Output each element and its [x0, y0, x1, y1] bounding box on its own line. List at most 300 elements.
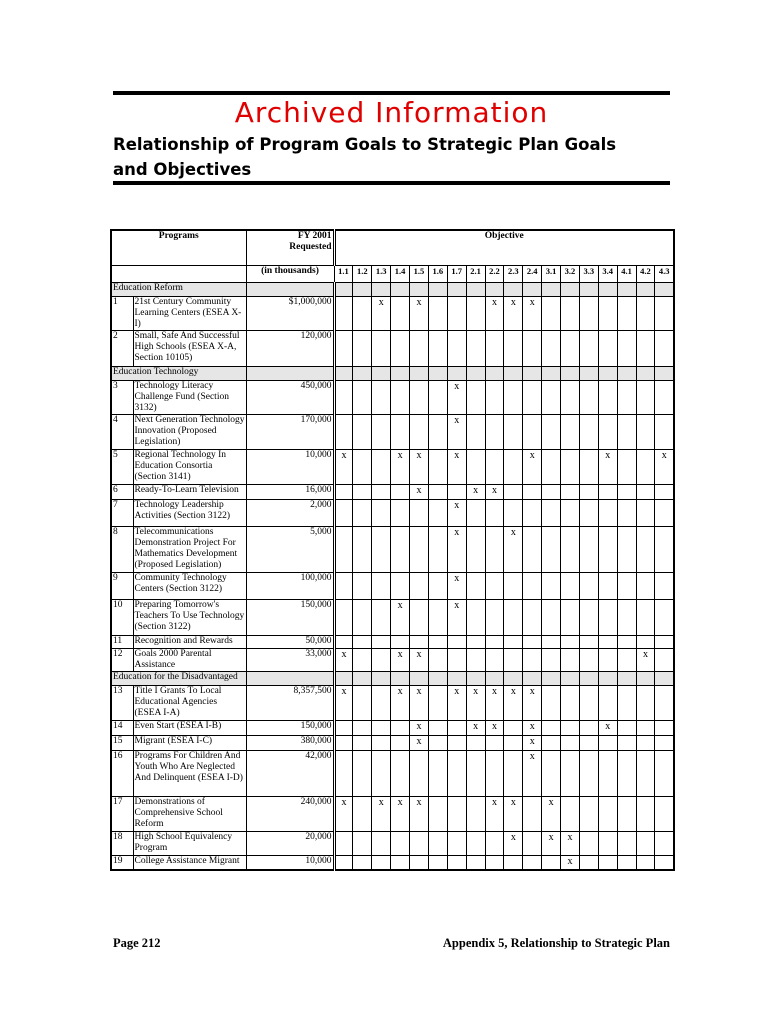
section-blank-cell [485, 367, 504, 381]
objective-cell [598, 573, 617, 600]
program-amount: 33,000 [246, 649, 334, 672]
section-blank-cell [598, 672, 617, 686]
objective-mark: x [466, 721, 485, 736]
program-amount: $1,000,000 [246, 297, 334, 331]
objective-cell [466, 527, 485, 573]
section-blank-cell [428, 283, 447, 297]
objective-cell [372, 527, 391, 573]
objective-cell [561, 450, 580, 485]
objective-cell [447, 636, 466, 649]
section-blank-cell [636, 367, 655, 381]
objective-mark: x [372, 297, 391, 331]
objective-cell [428, 500, 447, 527]
objective-mark: x [523, 751, 542, 797]
objective-mark: x [598, 721, 617, 736]
program-amount: 240,000 [246, 797, 334, 832]
objective-cell [636, 485, 655, 500]
objective-cell [410, 600, 429, 636]
objective-cell [485, 573, 504, 600]
row-number: 2 [111, 331, 133, 367]
objective-cell [561, 600, 580, 636]
objective-cell [542, 721, 561, 736]
objective-cell [372, 751, 391, 797]
objective-cell [372, 450, 391, 485]
objective-cell [485, 415, 504, 450]
objective-cell [485, 527, 504, 573]
section-blank-cell [334, 672, 353, 686]
objective-cell [428, 527, 447, 573]
objective-cell [504, 500, 523, 527]
section-blank-cell [466, 367, 485, 381]
objective-cell [353, 450, 372, 485]
top-rule [113, 91, 670, 95]
objective-cell [428, 797, 447, 832]
objective-mark: x [410, 485, 429, 500]
objective-mark: x [523, 721, 542, 736]
fy-header [246, 230, 334, 266]
objective-cell [485, 500, 504, 527]
objective-cell [428, 721, 447, 736]
objective-mark: x [485, 721, 504, 736]
objective-cell [617, 721, 636, 736]
objective-cell [410, 527, 429, 573]
objective-cell [372, 832, 391, 856]
objective-cell [655, 636, 674, 649]
objective-cell [428, 485, 447, 500]
objective-cell [579, 485, 598, 500]
objective-cell [561, 721, 580, 736]
program-name: Telecommunications Demonstration Project For Mathematics Development (Proposed Legislation) [133, 527, 246, 573]
objective-cell [617, 500, 636, 527]
objective-cell [391, 297, 410, 331]
objective-cell [655, 485, 674, 500]
table-row [111, 832, 674, 856]
objective-cell [617, 797, 636, 832]
objective-cell [485, 331, 504, 367]
objective-cell [617, 832, 636, 856]
objective-cell [579, 721, 598, 736]
section-blank-cell [372, 283, 391, 297]
objective-cell [372, 856, 391, 870]
objective-cell [579, 415, 598, 450]
objective-cell [523, 649, 542, 672]
objective-cell [636, 297, 655, 331]
objective-mark: x [542, 797, 561, 832]
section-blank-cell [542, 367, 561, 381]
objective-mark: x [447, 573, 466, 600]
objective-cell [579, 797, 598, 832]
objective-cell [655, 736, 674, 751]
objective-mark: x [372, 797, 391, 832]
objective-cell [334, 721, 353, 736]
section-blank-cell [579, 367, 598, 381]
objective-mark: x [410, 736, 429, 751]
objective-cell [504, 636, 523, 649]
program-amount: 16,000 [246, 485, 334, 500]
objective-cell [598, 331, 617, 367]
objective-cell [504, 381, 523, 415]
section-blank-cell [410, 283, 429, 297]
program-name: Title I Grants To Local Educational Agencies (ESEA I-A) [133, 686, 246, 721]
objective-cell [504, 736, 523, 751]
programs-header: Programs [111, 230, 246, 266]
section-blank-cell [561, 283, 580, 297]
table-row [111, 573, 674, 600]
objective-cell [372, 415, 391, 450]
objective-cell [598, 856, 617, 870]
objective-cell [598, 500, 617, 527]
table-row [111, 686, 674, 721]
program-amount: 42,000 [246, 751, 334, 797]
objective-mark: x [391, 797, 410, 832]
objective-mark: x [410, 297, 429, 331]
section-blank-cell [636, 283, 655, 297]
objective-cell [334, 736, 353, 751]
section-blank-cell [447, 672, 466, 686]
objective-cell [542, 686, 561, 721]
section-blank-cell [523, 672, 542, 686]
objective-cell [372, 485, 391, 500]
objective-mark: x [504, 686, 523, 721]
section-blank-cell [410, 367, 429, 381]
objective-cell [655, 649, 674, 672]
objective-cell [579, 636, 598, 649]
objective-cell [542, 381, 561, 415]
objective-cell [523, 573, 542, 600]
objective-cell [579, 500, 598, 527]
section-blank-cell [372, 367, 391, 381]
objective-cell [428, 573, 447, 600]
objective-cell [447, 331, 466, 367]
objective-cell [391, 832, 410, 856]
objective-cell [655, 721, 674, 736]
objective-code: 2.3 [504, 266, 523, 283]
objective-cell [579, 686, 598, 721]
objective-cell [523, 797, 542, 832]
section-blank-cell [617, 672, 636, 686]
objective-cell [466, 649, 485, 672]
objective-cell [504, 485, 523, 500]
objective-code: 3.3 [579, 266, 598, 283]
objective-cell [617, 649, 636, 672]
section-blank-cell [598, 367, 617, 381]
objective-cell [579, 649, 598, 672]
row-number: 6 [111, 485, 133, 500]
objective-cell [579, 832, 598, 856]
objective-cell [372, 686, 391, 721]
program-name: Demonstrations of Comprehensive School Reform [133, 797, 246, 832]
objective-mark: x [391, 686, 410, 721]
objective-cell [353, 736, 372, 751]
objective-cell [598, 636, 617, 649]
objective-cell [391, 721, 410, 736]
objective-cell [579, 450, 598, 485]
program-name: College Assistance Migrant [133, 856, 246, 870]
objective-cell [636, 381, 655, 415]
table-row [111, 450, 674, 485]
row-number: 18 [111, 832, 133, 856]
objective-mark: x [504, 797, 523, 832]
objective-cell [617, 636, 636, 649]
objective-cell [655, 751, 674, 797]
objective-cell [391, 381, 410, 415]
table-row [111, 500, 674, 527]
objective-cell [353, 636, 372, 649]
row-number: 11 [111, 636, 133, 649]
objective-cell [334, 751, 353, 797]
objective-cell [617, 485, 636, 500]
objective-cell [410, 751, 429, 797]
section-blank-cell [542, 283, 561, 297]
objective-mark: x [447, 381, 466, 415]
section-blank-cell [246, 672, 334, 686]
objective-code: 3.1 [542, 266, 561, 283]
objective-cell [598, 600, 617, 636]
section-blank-cell [391, 367, 410, 381]
objective-cell [504, 573, 523, 600]
objective-cell [428, 649, 447, 672]
objective-cell [485, 856, 504, 870]
objective-cell [428, 686, 447, 721]
objective-cell [353, 573, 372, 600]
objective-cell [542, 297, 561, 331]
objective-cell [617, 600, 636, 636]
program-name: Ready-To-Learn Television [133, 485, 246, 500]
objective-cell [636, 636, 655, 649]
objective-mark: x [485, 686, 504, 721]
objective-cell [504, 600, 523, 636]
objective-cell [372, 573, 391, 600]
section-blank-cell [485, 672, 504, 686]
objective-cell [466, 856, 485, 870]
objective-cell [655, 527, 674, 573]
objective-cell [466, 297, 485, 331]
objective-cell [542, 527, 561, 573]
objective-cell [636, 832, 655, 856]
row-number: 1 [111, 297, 133, 331]
objective-cell [466, 636, 485, 649]
section-blank-cell [579, 283, 598, 297]
program-name: High School Equivalency Program [133, 832, 246, 856]
objective-cell [579, 856, 598, 870]
objective-cell [579, 751, 598, 797]
objective-cell [655, 856, 674, 870]
objective-cell [655, 297, 674, 331]
program-name: Programs For Children And Youth Who Are Neglected And Delinquent (ESEA I-D) [133, 751, 246, 797]
section-blank-cell [246, 367, 334, 381]
objective-cell [561, 331, 580, 367]
objective-cell [447, 797, 466, 832]
objective-cell [617, 331, 636, 367]
objective-cell [353, 832, 372, 856]
objective-cell [636, 751, 655, 797]
objective-cell [655, 500, 674, 527]
objective-cell [466, 573, 485, 600]
objective-cell [561, 686, 580, 721]
section-blank-cell [617, 367, 636, 381]
objective-mark: x [504, 297, 523, 331]
objective-cell [466, 736, 485, 751]
objective-code: 1.1 [334, 266, 353, 283]
objective-cell [353, 751, 372, 797]
objective-cell [428, 415, 447, 450]
objective-cell [504, 721, 523, 736]
objective-mark: x [655, 450, 674, 485]
objective-cell [579, 527, 598, 573]
program-amount: 5,000 [246, 527, 334, 573]
objective-cell [617, 415, 636, 450]
page-title-line-1: Relationship of Program Goals to Strategic Plan Goals [113, 135, 617, 154]
objective-cell [334, 297, 353, 331]
section-blank-cell [655, 672, 674, 686]
program-name: Recognition and Rewards [133, 636, 246, 649]
objective-cell [579, 381, 598, 415]
objective-cell [447, 485, 466, 500]
objective-mark: x [410, 450, 429, 485]
program-name: Regional Technology In Education Consortia (Section 3141) [133, 450, 246, 485]
row-number: 17 [111, 797, 133, 832]
section-blank-cell [504, 367, 523, 381]
objective-cell [523, 500, 542, 527]
objective-cell [391, 485, 410, 500]
section-blank-cell [655, 283, 674, 297]
section-title: Education for the Disadvantaged [111, 672, 246, 686]
objective-cell [334, 500, 353, 527]
objective-cell [353, 649, 372, 672]
objective-cell [542, 649, 561, 672]
section-blank-cell [428, 367, 447, 381]
objective-cell [636, 797, 655, 832]
section-blank-cell [353, 672, 372, 686]
objective-cell [372, 331, 391, 367]
objective-cell [561, 649, 580, 672]
program-amount: 50,000 [246, 636, 334, 649]
objective-cell [655, 331, 674, 367]
fy-header-year: FY 2001 [297, 231, 332, 241]
objective-cell [504, 856, 523, 870]
objective-cell [485, 381, 504, 415]
objective-cell [428, 832, 447, 856]
objective-cell [485, 832, 504, 856]
objective-cell [334, 832, 353, 856]
objective-cell [598, 832, 617, 856]
objective-cell [410, 381, 429, 415]
objective-cell [428, 600, 447, 636]
objective-cell [410, 500, 429, 527]
row-number: 9 [111, 573, 133, 600]
objective-cell [372, 381, 391, 415]
objective-cell [485, 600, 504, 636]
objective-cell [523, 636, 542, 649]
objective-cell [391, 500, 410, 527]
objective-cell [428, 736, 447, 751]
objective-cell [561, 573, 580, 600]
objective-cell [504, 415, 523, 450]
table-row [111, 527, 674, 573]
objective-mark: x [447, 686, 466, 721]
objective-code: 3.4 [598, 266, 617, 283]
objective-cell [485, 450, 504, 485]
program-amount: 8,357,500 [246, 686, 334, 721]
objective-cell [410, 331, 429, 367]
objective-cell [655, 573, 674, 600]
row-number: 13 [111, 686, 133, 721]
objective-cell [561, 797, 580, 832]
program-amount: 120,000 [246, 331, 334, 367]
objective-cell [372, 600, 391, 636]
program-name: Technology Leadership Activities (Section 3122) [133, 500, 246, 527]
section-blank-cell [334, 283, 353, 297]
objective-mark: x [334, 649, 353, 672]
objective-cell [598, 485, 617, 500]
objective-cell [391, 415, 410, 450]
objective-cell [542, 856, 561, 870]
objective-cell [579, 736, 598, 751]
fy-header-requested: Requested [289, 242, 332, 252]
section-blank-cell [410, 672, 429, 686]
objective-mark: x [561, 856, 580, 870]
objective-cell [579, 600, 598, 636]
section-blank-cell [504, 283, 523, 297]
objective-cell [523, 415, 542, 450]
objective-cell [598, 649, 617, 672]
objective-mark: x [334, 686, 353, 721]
objective-mark: x [504, 527, 523, 573]
objective-cell [334, 856, 353, 870]
section-blank-cell [561, 367, 580, 381]
objective-cell [655, 600, 674, 636]
header-blank-cell [111, 266, 246, 283]
objective-cell [353, 381, 372, 415]
objective-cell [617, 450, 636, 485]
objective-cell [466, 415, 485, 450]
objective-cell [561, 297, 580, 331]
table-row [111, 636, 674, 649]
objective-cell [598, 751, 617, 797]
table-row [111, 649, 674, 672]
objective-cell [353, 686, 372, 721]
objective-cell [561, 527, 580, 573]
objective-cell [636, 500, 655, 527]
objective-cell [353, 856, 372, 870]
objective-cell [561, 500, 580, 527]
objective-cell [636, 600, 655, 636]
objective-mark: x [485, 485, 504, 500]
section-title: Education Reform [111, 283, 246, 297]
table-row [111, 415, 674, 450]
objective-mark: x [391, 450, 410, 485]
row-number: 19 [111, 856, 133, 870]
objective-cell [372, 649, 391, 672]
section-blank-cell [485, 283, 504, 297]
table-row [111, 331, 674, 367]
objective-code: 2.4 [523, 266, 542, 283]
program-amount: 20,000 [246, 832, 334, 856]
objective-cell [542, 636, 561, 649]
section-blank-cell [617, 283, 636, 297]
objective-cell [466, 751, 485, 797]
objective-header: Objective [334, 230, 674, 266]
objective-cell [391, 527, 410, 573]
program-amount: 380,000 [246, 736, 334, 751]
objective-cell [466, 797, 485, 832]
objective-code: 1.7 [447, 266, 466, 283]
objective-mark: x [561, 832, 580, 856]
objective-cell [617, 686, 636, 721]
objective-code: 3.2 [561, 266, 580, 283]
page-number: Page 212 [113, 936, 161, 950]
row-number: 7 [111, 500, 133, 527]
